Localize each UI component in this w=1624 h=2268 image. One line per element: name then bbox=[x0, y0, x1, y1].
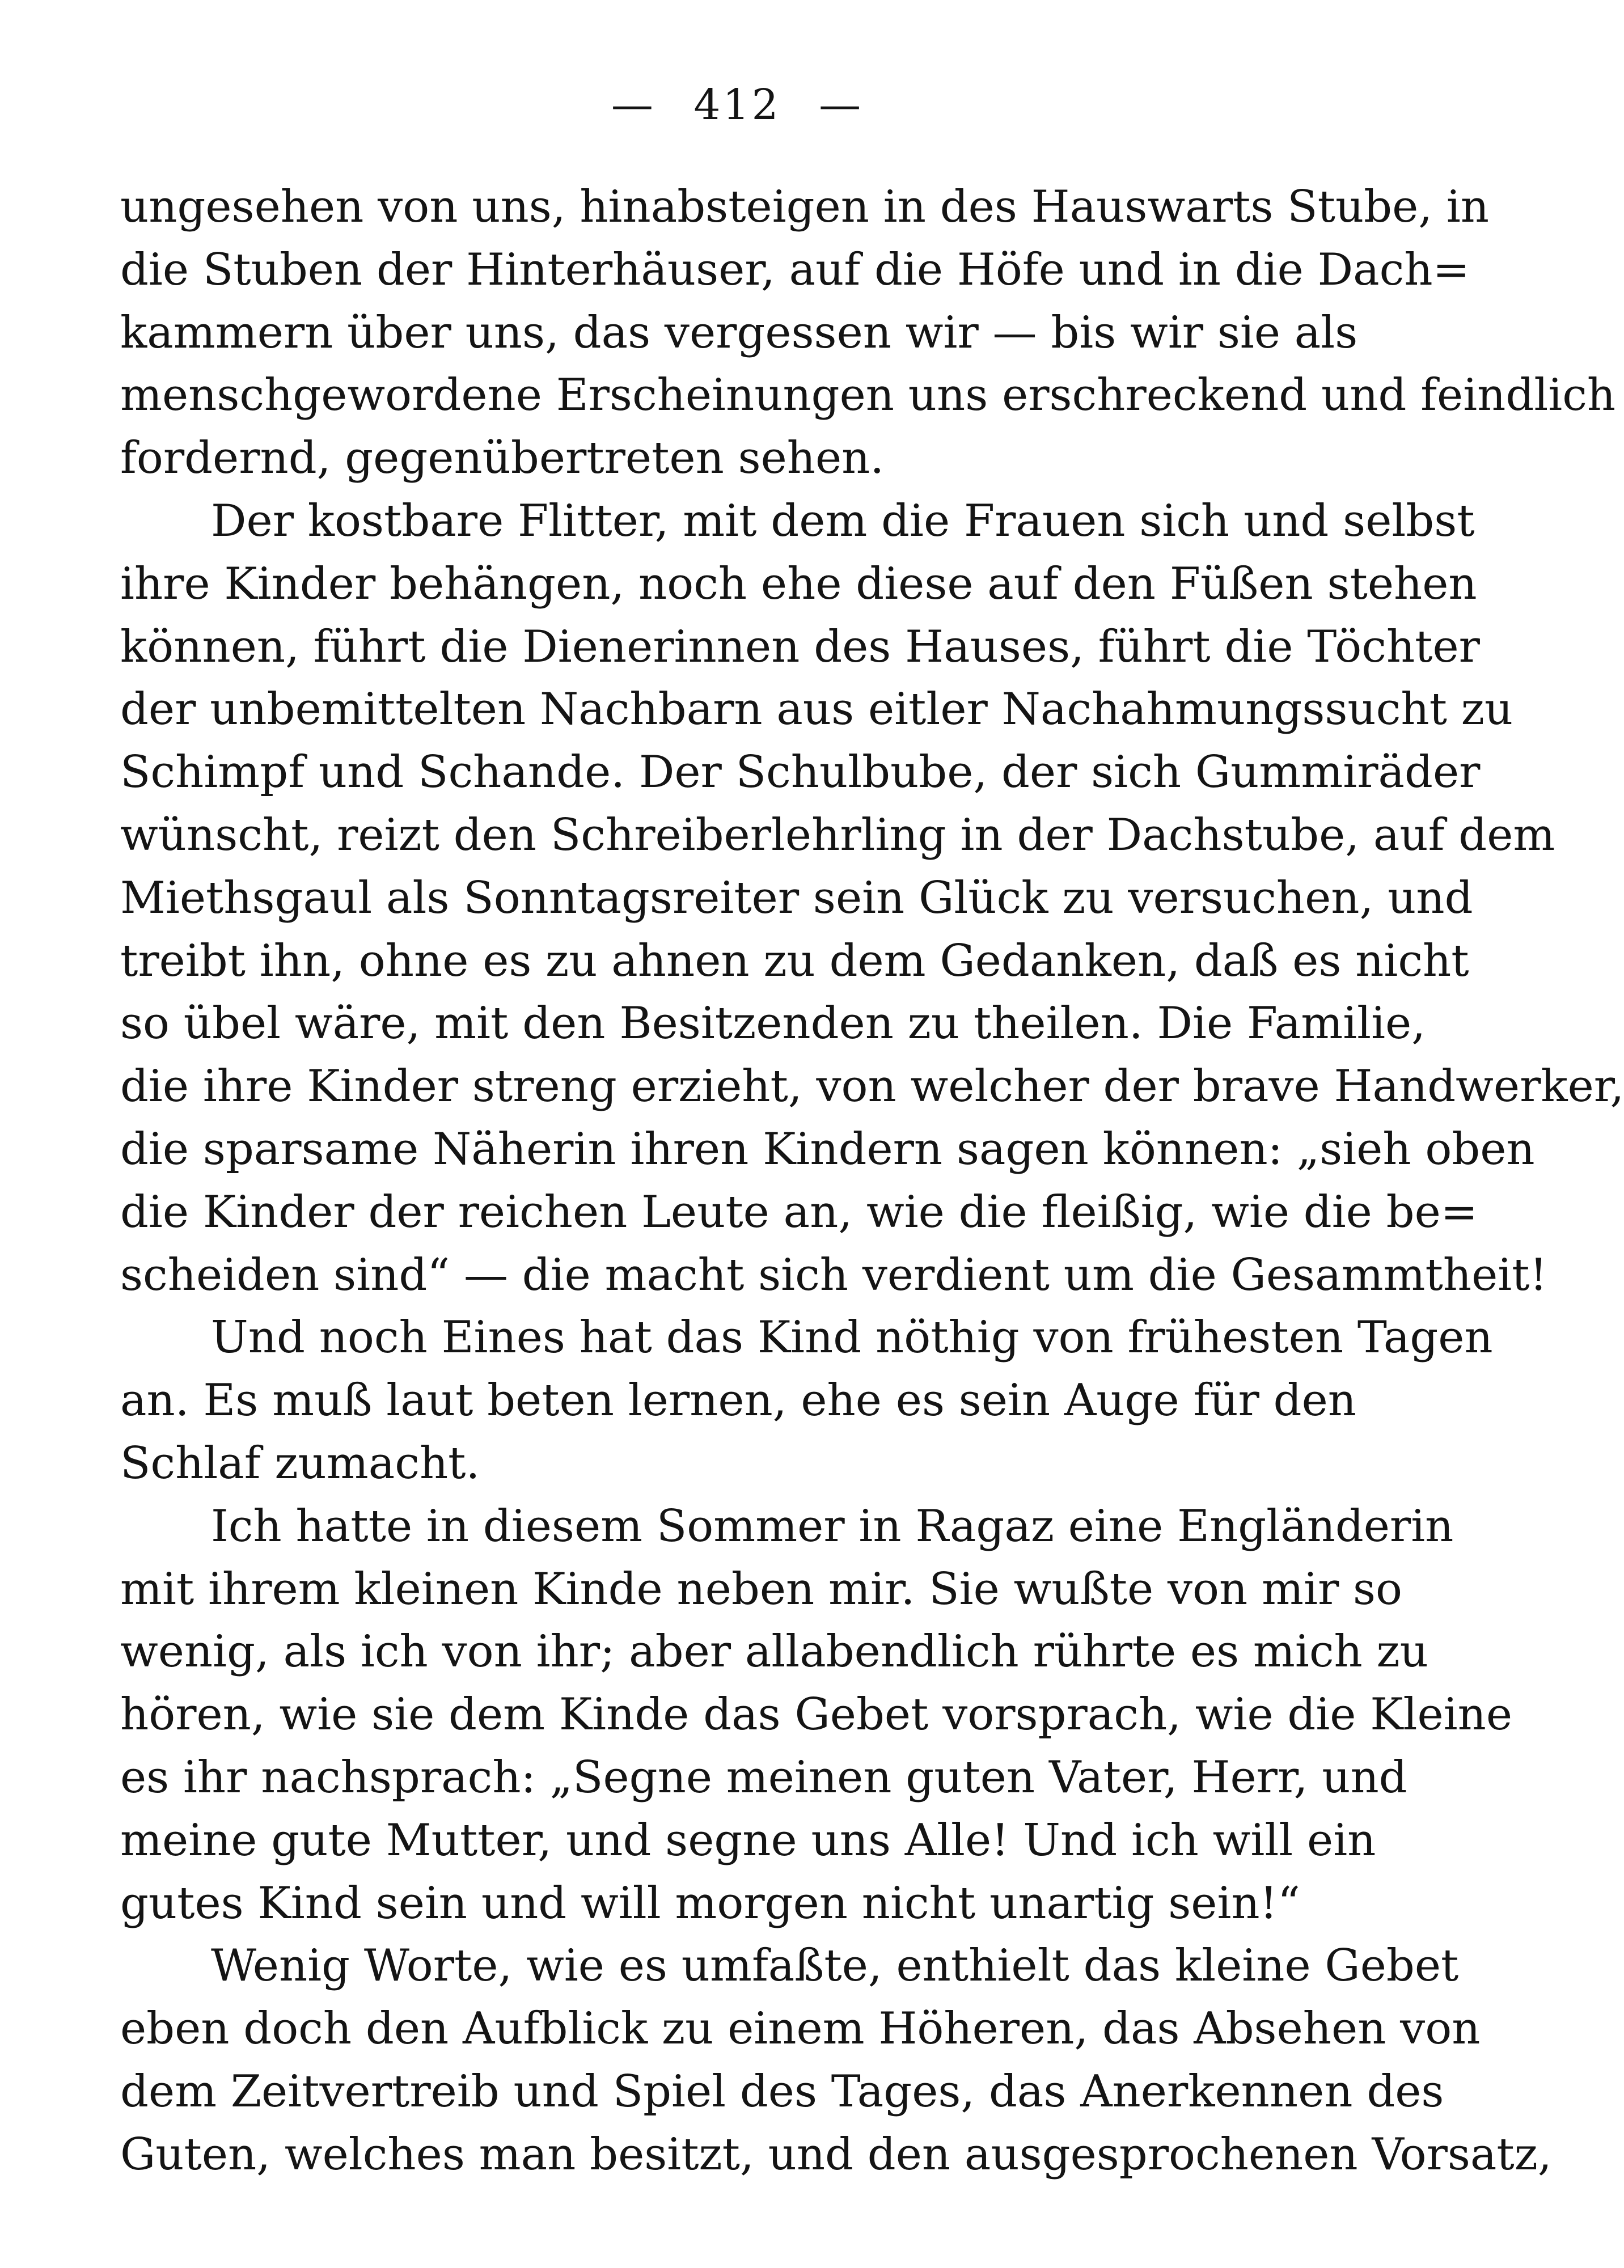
text-line: Miethsgaul als Sonntagsreiter sein Glück zu versuchen, und bbox=[120, 872, 1473, 924]
text-line: Ich hatte in diesem Sommer in Ragaz eine Engländerin bbox=[211, 1500, 1454, 1552]
text-line: eben doch den Aufblick zu einem Höheren, das Absehen von bbox=[120, 2003, 1481, 2055]
paragraph-ragaz bbox=[120, 1495, 1512, 1935]
text-line: die ihre Kinder streng erzieht, von welcher der brave Handwerker, bbox=[120, 1061, 1624, 1112]
text-line: an. Es muß laut beten lernen, ehe es sein Auge für den bbox=[120, 1375, 1356, 1427]
text-line: Wenig Worte, wie es umfaßte, enthielt das kleine Gebet bbox=[211, 1940, 1459, 1992]
text-line: die Kinder der reichen Leute an, wie die fleißig, wie die be= bbox=[120, 1186, 1478, 1238]
text-line: scheiden sind“ — die macht sich verdient um die Gesammtheit! bbox=[120, 1249, 1547, 1301]
text-line: so übel wäre, mit den Besitzenden zu theilen. Die Familie, bbox=[120, 998, 1426, 1050]
text-line: meine gute Mutter, und segne uns Alle! Und ich will ein bbox=[120, 1814, 1376, 1866]
text-line: die sparsame Näherin ihren Kindern sagen können: „sieh oben bbox=[120, 1123, 1535, 1175]
paragraph-continuation bbox=[120, 176, 1616, 490]
text-line: hören, wie sie dem Kinde das Gebet vorsprach, wie die Kleine bbox=[120, 1689, 1512, 1741]
text-line: Guten, welches man besitzt, und den ausgesprochenen Vorsatz, bbox=[120, 2129, 1552, 2180]
paragraph-beten bbox=[120, 1306, 1493, 1495]
text-line: Schimpf und Schande. Der Schulbube, der sich Gummiräder bbox=[120, 747, 1481, 798]
text-line: Der kostbare Flitter, mit dem die Frauen sich und selbst bbox=[211, 495, 1475, 547]
body-text bbox=[120, 176, 1624, 2186]
text-line: Schlaf zumacht. bbox=[120, 1437, 480, 1489]
text-line: dem Zeitvertreib und Spiel des Tages, das Anerkennen des bbox=[120, 2066, 1444, 2117]
text-line: wenig, als ich von ihr; aber allabendlich rührte es mich zu bbox=[120, 1626, 1428, 1678]
text-line: fordernd, gegenübertreten sehen. bbox=[120, 433, 885, 484]
paragraph-flitter bbox=[120, 490, 1624, 1306]
text-line: wünscht, reizt den Schreiberlehrling in der Dachstube, auf dem bbox=[120, 809, 1555, 861]
text-line: ungesehen von uns, hinabsteigen in des Hauswarts Stube, in bbox=[120, 181, 1490, 232]
text-line: es ihr nachsprach: „Segne meinen guten Vater, Herr, und bbox=[120, 1751, 1407, 1803]
page-number: — 412 — bbox=[611, 81, 864, 129]
text-line: ihre Kinder behängen, noch ehe diese auf den Füßen stehen bbox=[120, 558, 1477, 610]
text-line: kammern über uns, das vergessen wir — bis wir sie als bbox=[120, 307, 1358, 358]
text-line: die Stuben der Hinterhäuser, auf die Höfe und in die Dach= bbox=[120, 244, 1470, 295]
text-line: Und noch Eines hat das Kind nöthig von frühesten Tagen bbox=[211, 1312, 1493, 1364]
text-line: können, führt die Dienerinnen des Hauses, führt die Töchter bbox=[120, 621, 1480, 672]
text-line: der unbemittelten Nachbarn aus eitler Nachahmungssucht zu bbox=[120, 684, 1513, 735]
text-line: mit ihrem kleinen Kinde neben mir. Sie wußte von mir so bbox=[120, 1563, 1403, 1615]
text-line: menschgewordene Erscheinungen uns erschreckend und feindlich bbox=[120, 370, 1616, 421]
text-line: gutes Kind sein und will morgen nicht unartig sein!“ bbox=[120, 1877, 1300, 1929]
text-line: treibt ihn, ohne es zu ahnen zu dem Gedanken, daß es nicht bbox=[120, 935, 1469, 987]
paragraph-gebet bbox=[120, 1935, 1552, 2186]
